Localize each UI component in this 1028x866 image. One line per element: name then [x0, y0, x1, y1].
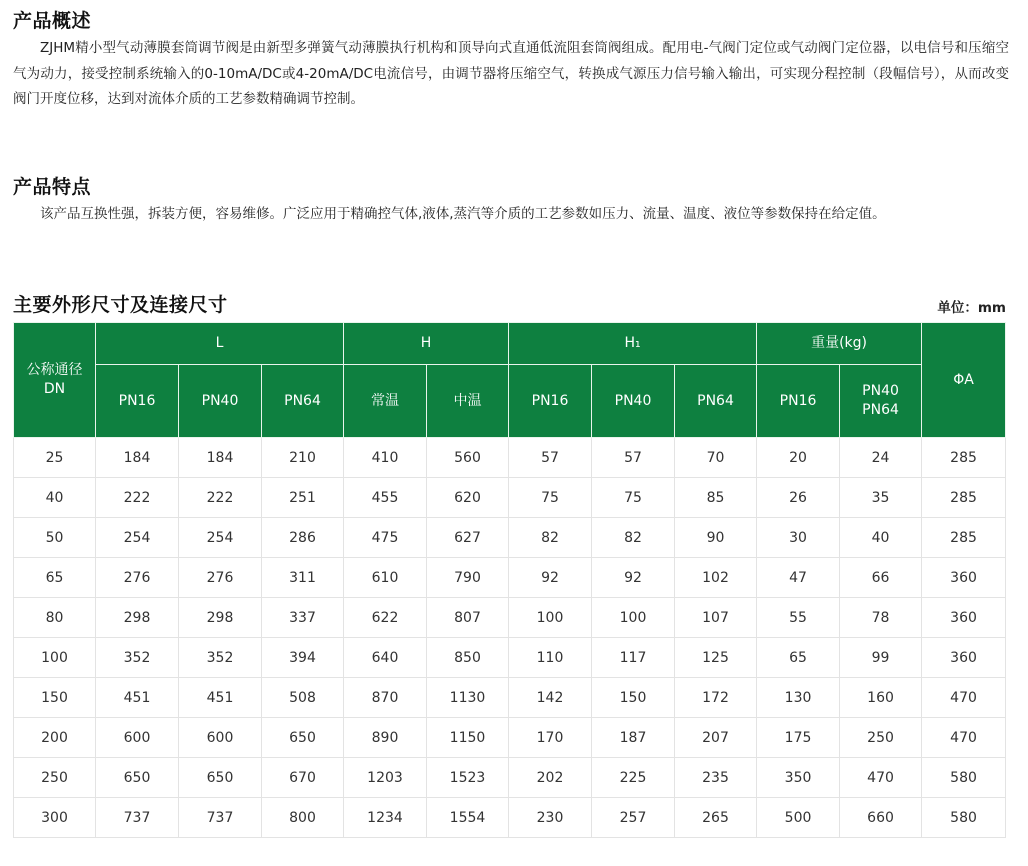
table-cell: 57	[509, 438, 592, 478]
table-cell: 100	[592, 598, 675, 638]
table-cell: 40	[840, 518, 922, 558]
table-cell: 394	[262, 638, 344, 678]
features-title: 产品特点	[13, 176, 92, 198]
table-cell: 107	[675, 598, 757, 638]
table-cell: 25	[14, 438, 96, 478]
table-body	[14, 438, 1006, 838]
table-cell: 1130	[427, 678, 509, 718]
table-cell: 80	[14, 598, 96, 638]
table-cell: 580	[922, 758, 1006, 798]
header-H1-pn40: PN40	[592, 365, 675, 438]
table-cell: 160	[840, 678, 922, 718]
table-cell: 475	[344, 518, 427, 558]
table-cell: 251	[262, 478, 344, 518]
overview-title: 产品概述	[13, 10, 92, 32]
header-H-medium: 中温	[427, 365, 509, 438]
header-H-normal: 常温	[344, 365, 427, 438]
header-H: H	[344, 323, 509, 365]
table-cell: 1150	[427, 718, 509, 758]
table-cell: 65	[14, 558, 96, 598]
table-cell: 360	[922, 598, 1006, 638]
table-cell: 82	[509, 518, 592, 558]
table-cell: 75	[592, 478, 675, 518]
table-cell: 35	[840, 478, 922, 518]
table-cell: 207	[675, 718, 757, 758]
table-cell: 75	[509, 478, 592, 518]
table-cell: 560	[427, 438, 509, 478]
table-cell: 470	[840, 758, 922, 798]
table-row	[14, 758, 1006, 798]
table-cell: 807	[427, 598, 509, 638]
table-row	[14, 438, 1006, 478]
table-cell: 350	[757, 758, 840, 798]
table-cell: 470	[922, 678, 1006, 718]
table-cell: 298	[96, 598, 179, 638]
header-weight-pn40: PN40	[862, 383, 899, 399]
table-cell: 470	[922, 718, 1006, 758]
table-cell: 78	[840, 598, 922, 638]
table-cell: 285	[922, 438, 1006, 478]
table-cell: 276	[179, 558, 262, 598]
table-cell: 285	[922, 518, 1006, 558]
table-cell: 100	[14, 638, 96, 678]
table-cell: 175	[757, 718, 840, 758]
table-cell: 1203	[344, 758, 427, 798]
table-cell: 57	[592, 438, 675, 478]
table-cell: 150	[592, 678, 675, 718]
table-cell: 24	[840, 438, 922, 478]
table-cell: 90	[675, 518, 757, 558]
table-cell: 870	[344, 678, 427, 718]
header-H1-pn64: PN64	[675, 365, 757, 438]
header-L: L	[96, 323, 344, 365]
table-cell: 187	[592, 718, 675, 758]
table-cell: 600	[96, 718, 179, 758]
table-row	[14, 518, 1006, 558]
table-cell: 285	[922, 478, 1006, 518]
table-cell: 620	[427, 478, 509, 518]
table-cell: 92	[509, 558, 592, 598]
table-cell: 47	[757, 558, 840, 598]
table-cell: 627	[427, 518, 509, 558]
table-cell: 337	[262, 598, 344, 638]
table-cell: 70	[675, 438, 757, 478]
table-cell: 82	[592, 518, 675, 558]
table-cell: 352	[179, 638, 262, 678]
table-cell: 1523	[427, 758, 509, 798]
table-cell: 66	[840, 558, 922, 598]
header-H1: H₁	[509, 323, 757, 365]
table-cell: 790	[427, 558, 509, 598]
header-weight-pn16: PN16	[757, 365, 840, 438]
header-L-pn64: PN64	[262, 365, 344, 438]
table-row	[14, 798, 1006, 838]
table-cell: 640	[344, 638, 427, 678]
table-cell: 170	[509, 718, 592, 758]
table-cell: 455	[344, 478, 427, 518]
table-cell: 235	[675, 758, 757, 798]
table-cell: 110	[509, 638, 592, 678]
table-cell: 410	[344, 438, 427, 478]
table-cell: 352	[96, 638, 179, 678]
table-cell: 800	[262, 798, 344, 838]
table-cell: 298	[179, 598, 262, 638]
table-cell: 40	[14, 478, 96, 518]
table-row	[14, 718, 1006, 758]
table-cell: 125	[675, 638, 757, 678]
overview-text: ZJHM精小型气动薄膜套筒调节阀是由新型多弹簧气动薄膜执行机构和顶导向式直通低流阻套筒阀组成。配用电-气阀门定位或气动阀门定位器，以电信号和压缩空气为动力，接受控制系统输入的0-10mA/DC或4-20mA/DC电流信号，由调节器将压缩空气，转换成气源压力信号输入输出，可实现分程控制（段幅信号），从而改变阀门开度位移，达到对流体介质的工艺参数精确调节控制。	[13, 40, 1009, 107]
table-header-row	[14, 323, 1006, 365]
header-L-pn16: PN16	[96, 365, 179, 438]
table-cell: 737	[96, 798, 179, 838]
header-weight: 重量(kg)	[757, 323, 922, 365]
table-cell: 65	[757, 638, 840, 678]
table-cell: 737	[179, 798, 262, 838]
table-cell: 250	[840, 718, 922, 758]
table-cell: 99	[840, 638, 922, 678]
dimensions-title: 主要外形尺寸及连接尺寸	[13, 294, 228, 316]
table-cell: 142	[509, 678, 592, 718]
table-cell: 222	[179, 478, 262, 518]
table-cell: 257	[592, 798, 675, 838]
table-cell: 210	[262, 438, 344, 478]
header-weight-pn64: PN64	[862, 402, 899, 418]
table-cell: 254	[179, 518, 262, 558]
table-cell: 265	[675, 798, 757, 838]
table-cell: 102	[675, 558, 757, 598]
table-row	[14, 558, 1006, 598]
table-cell: 600	[179, 718, 262, 758]
unit-label: 单位：mm	[937, 300, 1006, 316]
table-cell: 360	[922, 558, 1006, 598]
table-cell: 670	[262, 758, 344, 798]
table-cell: 50	[14, 518, 96, 558]
table-cell: 300	[14, 798, 96, 838]
header-dn: 公称通径DN	[14, 323, 96, 438]
table-cell: 230	[509, 798, 592, 838]
header-H1-pn16: PN16	[509, 365, 592, 438]
header-L-pn40: PN40	[179, 365, 262, 438]
table-cell: 660	[840, 798, 922, 838]
header-phiA: ΦA	[922, 323, 1006, 438]
table-subheader-row	[14, 365, 1006, 438]
dimensions-table	[13, 322, 1006, 838]
table-cell: 117	[592, 638, 675, 678]
table-cell: 202	[509, 758, 592, 798]
table-cell: 30	[757, 518, 840, 558]
table-cell: 580	[922, 798, 1006, 838]
table-cell: 254	[96, 518, 179, 558]
table-cell: 451	[179, 678, 262, 718]
table-cell: 650	[96, 758, 179, 798]
table-cell: 250	[14, 758, 96, 798]
table-cell: 610	[344, 558, 427, 598]
header-weight-pn40-pn64	[840, 365, 922, 438]
table-cell: 508	[262, 678, 344, 718]
table-cell: 500	[757, 798, 840, 838]
table-cell: 150	[14, 678, 96, 718]
table-cell: 222	[96, 478, 179, 518]
table-cell: 92	[592, 558, 675, 598]
table-cell: 100	[509, 598, 592, 638]
table-cell: 622	[344, 598, 427, 638]
table-cell: 55	[757, 598, 840, 638]
table-cell: 26	[757, 478, 840, 518]
table-cell: 311	[262, 558, 344, 598]
table-cell: 850	[427, 638, 509, 678]
table-cell: 1554	[427, 798, 509, 838]
table-cell: 85	[675, 478, 757, 518]
features-text: 该产品互换性强，拆装方便，容易维修。广泛应用于精确控气体,液体,蒸汽等介质的工艺参数如压力、流量、温度、液位等参数保持在给定值。	[40, 206, 886, 222]
table-row	[14, 638, 1006, 678]
table-cell: 225	[592, 758, 675, 798]
table-cell: 1234	[344, 798, 427, 838]
table-row	[14, 478, 1006, 518]
table-cell: 360	[922, 638, 1006, 678]
table-row	[14, 598, 1006, 638]
table-cell: 286	[262, 518, 344, 558]
table-cell: 650	[179, 758, 262, 798]
table-cell: 172	[675, 678, 757, 718]
table-cell: 451	[96, 678, 179, 718]
table-cell: 20	[757, 438, 840, 478]
table-cell: 184	[179, 438, 262, 478]
table-cell: 200	[14, 718, 96, 758]
table-cell: 130	[757, 678, 840, 718]
table-cell: 890	[344, 718, 427, 758]
table-cell: 276	[96, 558, 179, 598]
table-cell: 184	[96, 438, 179, 478]
table-row	[14, 678, 1006, 718]
table-cell: 650	[262, 718, 344, 758]
